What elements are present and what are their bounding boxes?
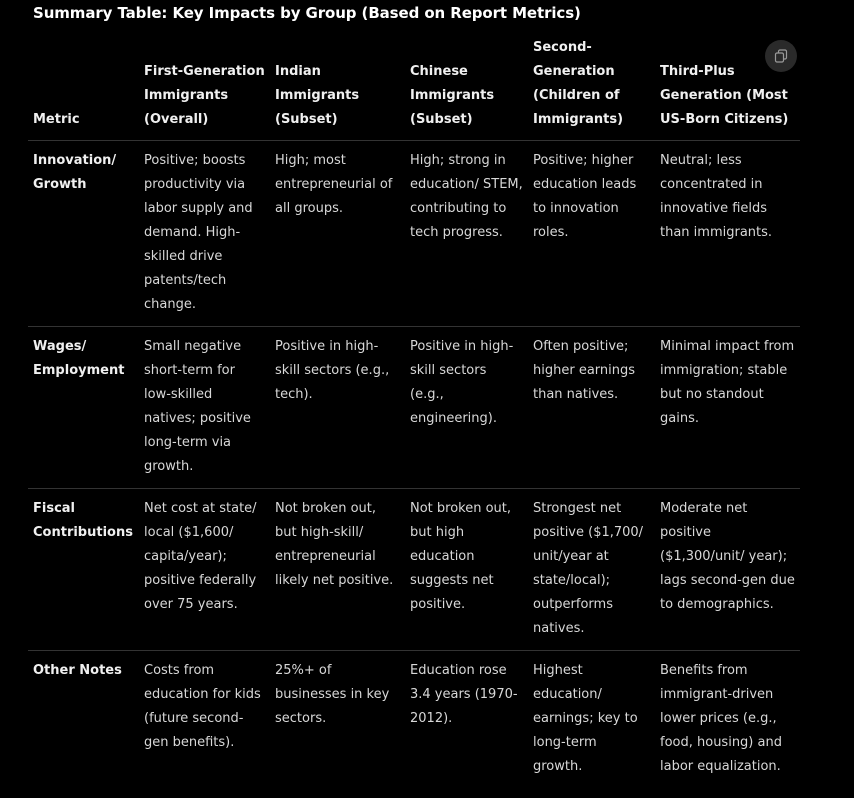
table-cell: Moderate net positive ($1,300/unit/ year); lags second-gen due to demographics. bbox=[660, 501, 795, 612]
table-cell: Education rose 3.4 years (1970-2012). bbox=[410, 663, 518, 726]
table-row bbox=[28, 489, 800, 651]
table-cell: Neutral; less concentrated in innovative fields than immigrants. bbox=[660, 153, 773, 240]
row-metric-label: Other Notes bbox=[33, 663, 122, 678]
table-cell: Net cost at state/ local ($1,600/ capita/year); positive federally over 75 years. bbox=[144, 501, 257, 612]
summary-table bbox=[28, 36, 800, 779]
column-header: Second-Generation (Children of Immigrants) bbox=[533, 40, 624, 127]
row-metric-label: Fiscal Contributions bbox=[33, 501, 133, 540]
table-cell: Positive; higher education leads to innovation roles. bbox=[533, 153, 637, 240]
table-cell: Highest education/ earnings; key to long-term growth. bbox=[533, 663, 638, 774]
table-cell: Not broken out, but high-skill/ entrepreneurial likely net positive. bbox=[275, 501, 394, 588]
table-cell: Positive in high-skill sectors (e.g., tech). bbox=[275, 339, 390, 402]
column-header: Third-Plus Generation (Most US-Born Citizens) bbox=[660, 64, 789, 127]
column-header: Metric bbox=[33, 112, 80, 127]
table-cell: Costs from education for kids (future second-gen benefits). bbox=[144, 663, 261, 750]
table-cell: Benefits from immigrant-driven lower prices (e.g., food, housing) and labor equalization. bbox=[660, 663, 782, 774]
table-cell: Positive; boosts productivity via labor supply and demand. High-skilled drive patents/tech change. bbox=[144, 153, 253, 312]
table-cell: Positive in high-skill sectors (e.g., engineering). bbox=[410, 339, 514, 426]
column-header: First-Generation Immigrants (Overall) bbox=[144, 64, 265, 127]
table-row bbox=[28, 651, 800, 780]
table-cell: Small negative short-term for low-skilled natives; positive long-term via growth. bbox=[144, 339, 251, 474]
column-header: Indian Immigrants (Subset) bbox=[275, 64, 360, 127]
table-cell: 25%+ of businesses in key sectors. bbox=[275, 663, 390, 726]
table-cell: High; strong in education/ STEM, contributing to tech progress. bbox=[410, 153, 523, 240]
table-cell: Not broken out, but high education suggests net positive. bbox=[410, 501, 512, 612]
column-header: Chinese Immigrants (Subset) bbox=[410, 64, 495, 127]
table-cell: High; most entrepreneurial of all groups. bbox=[275, 153, 393, 216]
row-metric-label: Innovation/ Growth bbox=[33, 153, 117, 192]
table-row bbox=[28, 327, 800, 489]
table-row bbox=[28, 141, 800, 327]
table-cell: Often positive; higher earnings than natives. bbox=[533, 339, 636, 402]
table-header-row bbox=[28, 36, 800, 141]
table-title: Summary Table: Key Impacts by Group (Based on Report Metrics) bbox=[33, 4, 581, 22]
row-metric-label: Wages/ Employment bbox=[33, 339, 125, 378]
table-cell: Minimal impact from immigration; stable but no standout gains. bbox=[660, 339, 795, 426]
table-cell: Strongest net positive ($1,700/ unit/year at state/local); outperforms natives. bbox=[533, 501, 644, 636]
